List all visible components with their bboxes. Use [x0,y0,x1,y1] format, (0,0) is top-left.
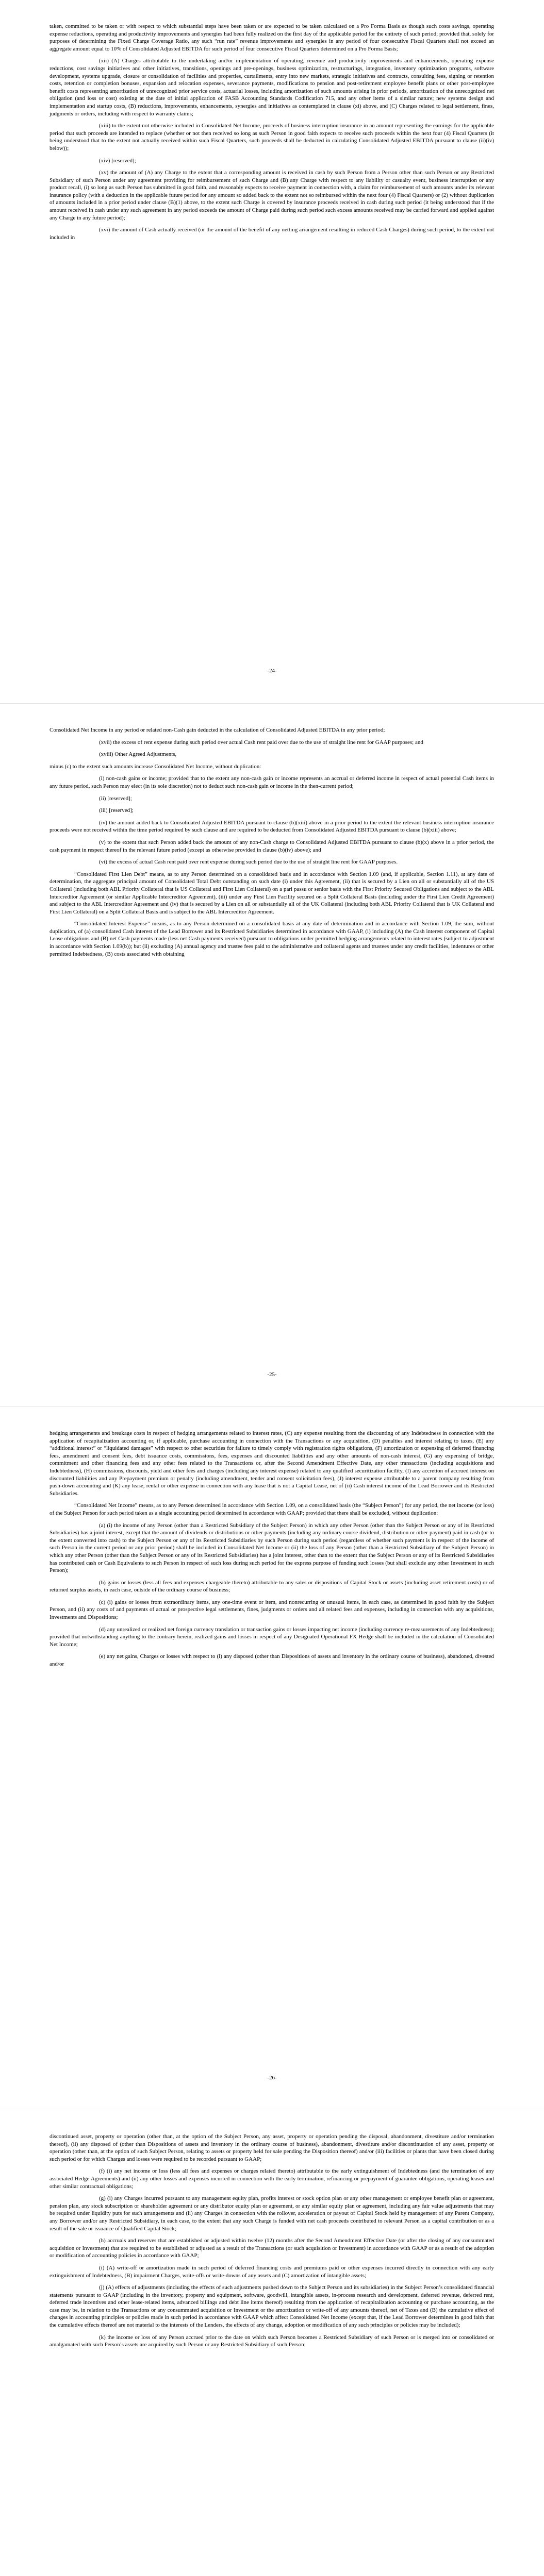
paragraph: (i) (A) write-off or amortization made in such period of deferred financing costs and premiums paid or other expenses incurred directly in connection with any early extinguishment of Indebtedness, (B) impairment Charges, write-offs or write-downs of any assets and (C) amortization of intangible assets; [50,2264,494,2279]
definition-paragraph: “Consolidated Net Income” means, as to any Person determined in accordance with Section 1.09, on a consolidated basis (the “Subject Person”) for any period, the net income (or loss) of the Subject Person for such period taken as a single accounting period determined in accordance with GAAP; provided that there shall be excluded, without duplication: [50,1502,494,1516]
paragraph: discontinued asset, property or operation (other than, at the option of the Subject Person, any asset, property or operation pending the disposal, abandonment, divestiture and/or termination thereof), (ii) any disposed of (other than Dispositions of assets and inventory in the ordinary course of business), abandonment, divestiture and/or discontinuation of any asset, property or operation (other than, at the option of such Subject Person, relating to assets or property held for sale pending the Disposition thereof) and/or (iii) facilities or plants that have been closed during such period or for which Charges and losses were required to be recorded pursuant to GAAP; [50,2133,494,2162]
paragraph: (xvi) the amount of Cash actually received (or the amount of the benefit of any netting arrangement resulting in reduced Cash Charges) during such period, to the extent not included in [50,227,494,241]
paragraph: (d) any unrealized or realized net foreign currency translation or transaction gains or losses impacting net income (including currency re-measurements of any Indebtedness); provided that notwithstanding anything to the contrary herein, realized gains and losses in respect of any Designated Operational FX Hedge shall be included in the calculation of Consolidated Net Income; [50,1626,494,1648]
paragraph: (xv) the amount of (A) any Charge to the extent that a corresponding amount is received in cash by such Person from a Person other than such Person or any Restricted Subsidiary of such Person under any agreement providing for reimbursement of such Charge and (B) any Charge with respect to any liability or casualty event, business interruption or any product recall, (i) so long as such Person has submitted in good faith, and reasonably expects to receive payment in connection with, a claim for reimbursement of such amounts under its relevant insurance policy (with a deduction in the applicable future period for any amount so added back to the extent not so reimbursed within the next four (4) Fiscal Quarters) or (2) without duplication of amounts included in a prior period under clause (B)(1) above, to the extent such Charge is covered by insurance proceeds received in cash during such period (it being understood that if the amount received in cash under any such agreement in any period exceeds the amount of Charge paid during such period such excess amounts received may be carried forward and applied against any Charge in any future period); [50,170,494,221]
definition-paragraph: “Consolidated First Lien Debt” means, as to any Person determined on a consolidated basis and in accordance with Section 1.09 (and, if applicable, Section 1.11), at any date of determination, the aggregate principal amount of Consolidated Total Debt outstanding on such date (i) under this Agreement, (ii) that is secured by a Lien on all or substantially all of the US Collateral (including both ABL Priority Collateral that is US Collateral and First Lien Collateral) on a pari passu or senior basis with the First Priority Secured Obligations and subject to the ABL Intercreditor Agreement (or similar Applicable Intercreditor Agreement), (iii) under any First Lien Facility secured on a Split Collateral Basis (including under the First Lien Credit Agreement) and subject to the ABL Intercreditor Agreement and (iv) that is secured by a Lien on all or substantially all of the UK Collateral (including both ABL Priority Collateral that is UK Collateral and First Lien Collateral) on a Split Collateral Basis and is subject to the ABL Intercreditor Agreement. [50,871,494,915]
page-1 [0,0,544,703]
paragraph: minus (c) to the extent such amounts increase Consolidated Net Income, without duplication: [50,763,261,770]
paragraph: (vi) the excess of actual Cash rent paid over rent expense during such period due to the use of straight line rent for GAAP purposes. [99,859,398,866]
paragraph: (j) (A) effects of adjustments (including the effects of such adjustments pushed down to the Subject Person and its subsidiaries) in the Subject Person’s consolidated financial statements pursuant to GAAP (including in the inventory, property and equipment, software, goodwill, intangible assets, in-process research and development, deferred revenue, deferred rent, deferred trade incentives and other lease-related items, advanced billings and debt line items thereof) resulting from the application of recapitalization accounting or purchase accounting, as the case may be, in relation to the Transactions or any consummated acquisition or Investment or the amortization or write-off of any amounts thereof, net of Taxes and (B) the cumulative effect of changes in accounting principles or policies made in such period in accordance with GAAP which affect Consolidated Net Income (except that, if the Lead Borrower determines in good faith that the cumulative effects thereof are not material to the interests of the Lenders, the effects of any change, adoption or modification of any such principles or policies may be included); [50,2284,494,2329]
paragraph: (iii) [reserved]; [99,807,134,814]
paragraph: (xviii) Other Agreed Adjustments, [99,751,177,758]
page-body [50,2133,494,2353]
page-2 [0,703,544,1407]
paragraph: (f) (i) any net income or loss (less all fees and expenses or charges related thereto) attributable to the early extinguishment of Indebtedness (and the termination of any associated Hedge Agreements) and (ii) any other losses and expenses incurred in connection with the early termination, refinancing or prepayment of guarantee obligations, operating leases and other similar contractual obligations; [50,2168,494,2190]
page-4 [0,2110,544,2576]
paragraph: (g) (i) any Charges incurred pursuant to any management equity plan, profits interest or stock option plan or any other management or employee benefit plan or agreement, pension plan, any stock subscription or shareholder agreement or any distributor equity plan or agreement, or any similar equity plan or agreement, including any fair value adjustments that may be required under liquidity puts for such arrangements and (ii) any Charges in connection with the rollover, acceleration or payout of Capital Stock held by management of any Parent Company, any Borrower and/or any Restricted Subsidiary, in each case, to the extent that any such Charge is funded with net cash proceeds contributed to relevant Person as a capital contribution or as a result of the sale or issuance of Qualified Capital Stock; [50,2195,494,2232]
paragraph: (i) non-cash gains or income; provided that to the extent any non-cash gain or income represents an accrual or deferred income in respect of actual potential Cash items in any future period, such Person may elect (in its sole discretion) not to deduct such non-cash gain or income in the then-current period; [50,775,494,789]
page-number: -25- [267,1371,277,1378]
paragraph: (ii) [reserved]; [99,795,132,802]
page-body [50,726,494,962]
paragraph: (iv) the amount added back to Consolidated Adjusted EBITDA pursuant to clause (b)(xiii) above in a prior period to the extent the relevant business interruption insurance proceeds were not received within the time period required by such clause and are required to be deducted from Consolidated Adjusted EBITDA pursuant to clause (b)(xiii) above; [50,819,494,834]
definition-paragraph: “Consolidated Interest Expense” means, as to any Person determined on a consolidated basis at any date of determination and in accordance with Section 1.09, the sum, without duplication, of (a) consolidated Cash interest of the Lead Borrower and its Restricted Subsidiaries determined in accordance with GAAP, (i) including (A) the Cash interest component of Capital Lease obligations and (B) net Cash payments made (less net Cash payments received) pursuant to obligations under permitted hedging arrangements related to interest rates (subject to adjustment in accordance with Section 1.09(b)); but (ii) excluding (A) annual agency and trustee fees paid to the administrative and collateral agents and trustees under any credit facilities, indentures or other permitted Indebtedness, (B) costs associated with obtaining [50,921,494,957]
paragraph: Consolidated Net Income in any period or related non-Cash gain deducted in the calculation of Consolidated Adjusted EBITDA in any prior period; [50,727,385,733]
page-body [50,1430,494,1673]
paragraph: (xvii) the excess of rent expense during such period over actual Cash rent paid over due to the use of straight line rent for GAAP purposes; and [99,739,423,745]
paragraph: (b) gains or losses (less all fees and expenses chargeable thereto) attributable to any sales or dispositions of Capital Stock or assets (including asset retirement costs) or of returned surplus assets, in each case, outside of the ordinary course of business; [50,1579,494,1594]
paragraph: (a) (i) the income of any Person (other than a Restricted Subsidiary of the Subject Person) in which any other Person (other than the Subject Person or any of its Restricted Subsidiaries) has a joint interest, except that the amount of dividends or distributions or other payments (including any ordinary course dividend, distribution or other payment) paid in cash (or to the extent converted into cash) to the Subject Person or any of its Restricted Subsidiaries by such Person during such period (regardless of whether such payment is in respect of the income of such Person in the current period or any prior period) shall be included in Consolidated Net Income or (ii) the loss of any Person (other than a Restricted Subsidiary of the Subject Person) in which any other Person (other than the Subject Person or any of its Restricted Subsidiaries) has a joint interest, other than to the extent that the Subject Person or any of its Restricted Subsidiaries has contributed cash or Cash Equivalents to such Person in respect of such loss during such period for the express purpose of funding such losses (but shall exclude any other Investment in such Person); [50,1522,494,1574]
paragraph: (xiv) [reserved]; [99,157,136,164]
paragraph: (h) accruals and reserves that are established or adjusted within twelve (12) months after the Second Amendment Effective Date (or after the closing of any consummated acquisition or Investment) that are required to be established or adjusted as a result of the Transactions (or such acquisition or Investment) in accordance with GAAP or as a result of the adoption or modification of accounting policies in accordance with GAAP; [50,2238,494,2259]
paragraph: taken, committed to be taken or with respect to which substantial steps have been taken or are expected to be taken calculated on a Pro Forma Basis as though such costs savings, operating expense reductions, operating and productivity improvements and synergies had been fully realized on the first day of the applicable period for the entirety of such period; provided that, solely for purposes of determining the Fixed Charge Coverage Ratio, any such “run rate” revenue improvements and synergies in any period of four consecutive Fiscal Quarters shall not exceed an aggregate amount equal to 10% of Consolidated Adjusted EBITDA for such period of four consecutive Fiscal Quarters determined on a Pro Forma Basis; [50,23,494,52]
paragraph: (xii) (A) Charges attributable to the undertaking and/or implementation of operating, revenue and productivity improvements and enhancements, operating expense reductions, cost savings initiatives and other initiatives, transitions, openings and pre-openings, business optimization, restructurings, integration, inventory optimization programs, software development, systems upgrade, closure or consolidation of facilities and properties, curtailments, entry into new markets, strategic initiatives and contracts, consulting fees, signing or retention costs, retention or completion bonuses, expansion and relocation expenses, severance payments, modifications to pension and post-retirement employee benefit plans or other post-employee benefit costs representing amortization of unrecognized prior service costs, actuarial losses, including amortization of such amounts arising in prior periods, amortization of the unrecognized net obligation (and loss or cost) existing at the date of initial application of FASB Accounting Standards Codification 715, and any other items of a similar nature; new systems design and implementation and startup costs, (B) reductions, improvements, enhancements, synergies and initiatives as contemplated in clause (xi) above, and (C) Charges related to legal settlement, fines, judgments or orders, including with respect to warranty claims; [50,58,494,117]
paragraph: (e) any net gains, Charges or losses with respect to (i) any disposed (other than Dispositions of assets and inventory in the ordinary course of business), abandoned, divested and/or [50,1653,494,1668]
paragraph: (c) (i) gains or losses from extraordinary items, any one-time event or item, and nonrecurring or unusual items, in each case, as determined in good faith by the Subject Person, and (ii) any costs of and payments of actual or prospective legal settlements, fines, judgments or orders and all related fees and expenses, including in connection with any acquisitions, Investments and Dispositions; [50,1599,494,1621]
page-number: -26- [267,2075,277,2081]
page-3 [0,1406,544,2110]
page-number: -24- [267,668,277,674]
paragraph: hedging arrangements and breakage costs in respect of hedging arrangements related to interest rates, (C) any expense resulting from the discounting of any Indebtedness in connection with the application of recapitalization accounting or, if applicable, purchase accounting in connection with the Transactions or any acquisition, (D) penalties and interest relating to taxes, (E) any “additional interest” or “liquidated damages” with respect to other securities for failure to timely comply with registration rights obligations, (F) amortization or expensing of deferred financing fees, amendment and consent fees, debt issuance costs, commissions, fees, expenses and discounted liabilities and any other amounts of non-cash interest, (G) any expensing of bridge, commitment and other financing fees and any other fees related to the Transactions or, after the Second Amendment Effective Date, any other transactions (including acquisitions and Indebtedness), (H) commissions, discounts, yield and other fees and charges (including any interest expense) related to any qualified securitization facility, (I) any accretion of accrued interest on discounted liabilities and any Prepayment premium or penalty (including amendment, tender and consent solicitation fees), (J) interest expense attributable to a parent company resulting from push-down accounting and (K) any lease, rental or other expense in connection with any lease that is not a Capital Lease, net of (ii) Cash interest income of the Lead Borrower and its Restricted Subsidiaries. [50,1430,494,1497]
paragraph: (v) to the extent that such Person added back the amount of any non-Cash charge to Consolidated Adjusted EBITDA pursuant to clause (b)(x) above in a prior period, the cash payment in respect thereof in the relevant future period (except as otherwise provided in clause (b)(iv) above); and [50,839,494,853]
paragraph: (k) the income or loss of any Person accrued prior to the date on which such Person becomes a Restricted Subsidiary of such Person or is merged into or consolidated or amalgamated with such Person’s assets are acquired by such Person or any Restricted Subsidiary of such Person; [50,2334,494,2348]
page-body [50,23,494,246]
paragraph: (xiii) to the extent not otherwise included in Consolidated Net Income, proceeds of business interruption insurance in an amount representing the earnings for the applicable period that such proceeds are intended to replace (whether or not then received so long as such Person in good faith expects to receive such proceeds within the next four (4) Fiscal Quarters (it being understood that to the extent not actually received within such Fiscal Quarters, such proceeds shall be deducted in calculating Consolidated Adjusted EBITDA pursuant to clause (ii)(iv) below)); [50,123,494,151]
